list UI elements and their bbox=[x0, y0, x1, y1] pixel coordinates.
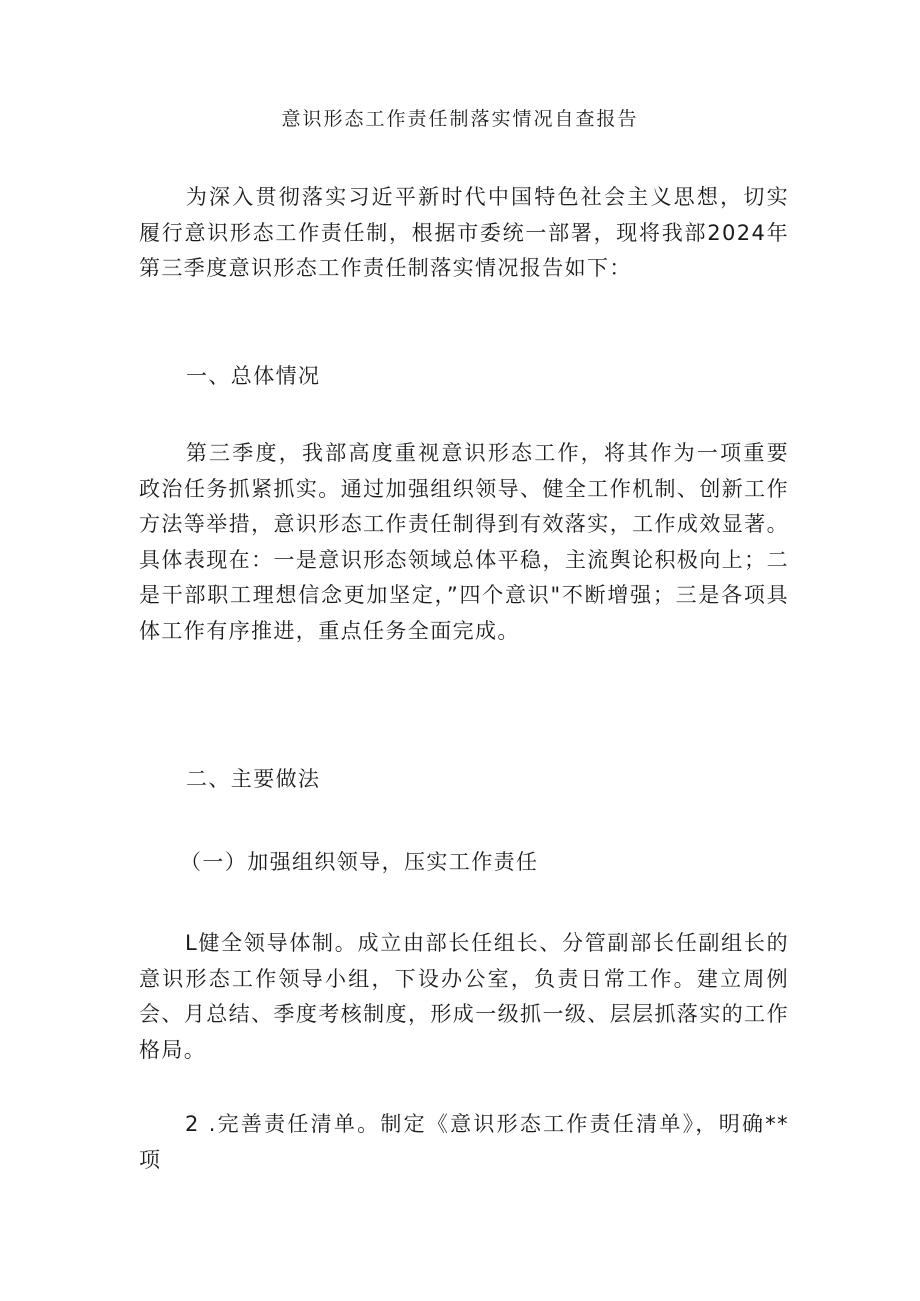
item-2-text: 2 .完善责任清单。制定《意识形态工作责任清单》，明确**项 bbox=[139, 1112, 789, 1172]
section-1-heading: 一、总体情况 bbox=[186, 364, 321, 388]
section-1-text: 第三季度，我部高度重视意识形态工作，将其作为一项重要政治任务抓紧抓实。通过加强组织领导、健全工作机制、创新工作方法等举措，意识形态工作责任制得到有效落实，工作成效显著。具体表现在：一是意识形态领域总体平稳，主流舆论积极向上；二是干部职工理想信念更加坚定，”四个意识"不断增强；三是各项具体工作有序推进，重点任务全面完成。 bbox=[139, 441, 789, 643]
section-1-paragraph bbox=[139, 436, 789, 650]
item-2-paragraph bbox=[139, 1107, 789, 1178]
document-title: 意识形态工作责任制落实情况自查报告 bbox=[281, 108, 639, 130]
intro-paragraph bbox=[139, 180, 789, 287]
section-2-heading: 二、主要做法 bbox=[186, 767, 321, 791]
intro-text: 为深入贯彻落实习近平新时代中国特色社会主义思想，切实履行意识形态工作责任制，根据市委统一部署，现将我部2024年第三季度意识形态工作责任制落实情况报告如下： bbox=[139, 185, 789, 281]
item-1-paragraph bbox=[139, 926, 789, 1068]
item-1-text: L健全领导体制。成立由部长任组长、分管副部长任副组长的意识形态工作领导小组，下设办公室，负责日常工作。建立周例会、月总结、季度考核制度，形成一级抓一级、层层抓落实的工作格局。 bbox=[139, 931, 789, 1062]
subsection-1-heading: （一）加强组织领导，压实工作责任 bbox=[180, 850, 539, 874]
